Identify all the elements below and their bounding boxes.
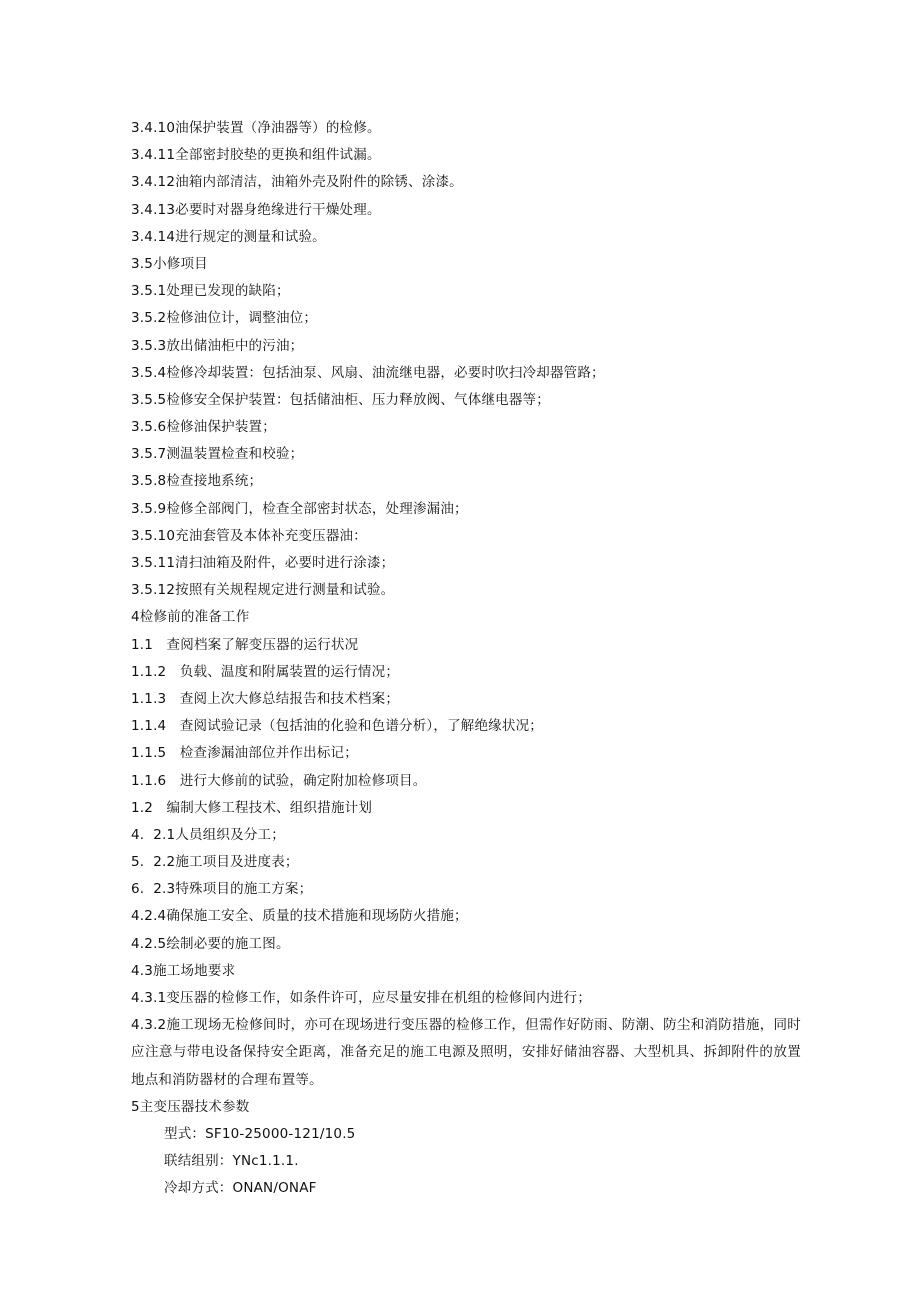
text-line-3-4-14: 3.4.14进行规定的测量和试验。 — [131, 228, 326, 245]
paragraph-4-3-2: 4.3.2施工现场无检修间时，亦可在现场进行变压器的检修工作，但需作好防雨、防潮、防尘和消防措施，同时应注意与带电设备保持安全距离，准备充足的施工电源及照明，安排好储油容器、大型机具、拆卸附件的放置地点和消防器材的合理布置等。 — [131, 1017, 801, 1088]
param-vector-group: 联结组别：YNc1.1.1. — [164, 1153, 299, 1170]
text-line-3-5-6: 3.5.6检修油保护装置； — [131, 419, 276, 436]
text-line-3-5-11: 3.5.11清扫油箱及附件，必要时进行涂漆； — [131, 555, 395, 571]
text-line-1-1-3: 1.1.3 查阅上次大修总结报告和技术档案； — [131, 690, 400, 707]
text-line-3-4-12: 3.4.12油箱内部清洁，油箱外壳及附件的除锈、涂漆。 — [131, 174, 463, 191]
text-line-4-3-1: 4.3.1变压器的检修工作，如条件许可，应尽量安排在机组的检修间内进行； — [131, 990, 592, 1006]
text-line-5-2-2: 5. 2.2施工项目及进度表； — [131, 854, 299, 871]
param-model: 型式：SF10-25000-121/10.5 — [164, 1125, 356, 1142]
text-line-6-2-3: 6. 2.3特殊项目的施工方案； — [131, 881, 313, 898]
text-line-3-5-10: 3.5.10充油套管及本体补充变压器油： — [131, 527, 367, 544]
text-line-3-4-11: 3.4.11全部密封胶垫的更换和组件试漏。 — [131, 147, 381, 164]
section-heading-4-3: 4.3施工场地要求 — [131, 962, 236, 979]
section-heading-3-5: 3.5小修项目 — [131, 255, 208, 272]
text-line-1-1-6: 1.1.6 进行大修前的试验，确定附加检修项目。 — [131, 772, 427, 789]
text-line-4-2-4: 4.2.4确保施工安全、质量的技术措施和现场防火措施； — [131, 908, 468, 925]
text-line-4-2-5: 4.2.5绘制必要的施工图。 — [131, 935, 290, 952]
text-line-3-4-13: 3.4.13必要时对器身绝缘进行干燥处理。 — [131, 201, 381, 218]
text-line-1-1-2: 1.1.2 负载、温度和附属装置的运行情况； — [131, 663, 400, 680]
text-line-4-2-1: 4. 2.1人员组织及分工； — [131, 826, 285, 843]
text-line-3-5-3: 3.5.3放出储油柜中的污油； — [131, 337, 304, 354]
text-line-3-5-9: 3.5.9检修全部阀门，检查全部密封状态，处理渗漏油； — [131, 500, 468, 517]
text-line-3-5-4: 3.5.4检修冷却装置：包括油泵、风扇、油流继电器，必要时吹扫冷却器管路； — [131, 364, 605, 381]
text-line-3-5-5: 3.5.5检修安全保护装置：包括储油柜、压力释放阀、气体继电器等； — [131, 391, 550, 408]
document-body — [131, 115, 801, 1203]
text-line-3-5-8: 3.5.8检查接地系统； — [131, 473, 263, 490]
text-line-3-4-10: 3.4.10油保护装置（净油器等）的检修。 — [131, 120, 381, 136]
text-line-3-5-7: 3.5.7测温装置检查和校验； — [131, 446, 304, 463]
param-cooling: 冷却方式：ONAN/ONAF — [164, 1180, 317, 1197]
text-line-3-5-1: 3.5.1处理已发现的缺陷； — [131, 283, 290, 300]
section-heading-4: 4检修前的准备工作 — [131, 609, 250, 626]
text-line-3-5-2: 3.5.2检修油位计，调整油位； — [131, 310, 318, 327]
text-line-1-2: 1.2 编制大修工程技术、组织措施计划 — [131, 799, 373, 816]
text-line-3-5-12: 3.5.12按照有关规程规定进行测量和试验。 — [131, 582, 395, 599]
section-heading-5: 5主变压器技术参数 — [131, 1098, 250, 1115]
text-line-1-1-4: 1.1.4 查阅试验记录（包括油的化验和色谱分析），了解绝缘状况； — [131, 718, 543, 735]
text-line-1-1-5: 1.1.5 检查渗漏油部位并作出标记； — [131, 745, 358, 762]
text-line-1-1: 1.1 查阅档案了解变压器的运行状况 — [131, 636, 359, 653]
